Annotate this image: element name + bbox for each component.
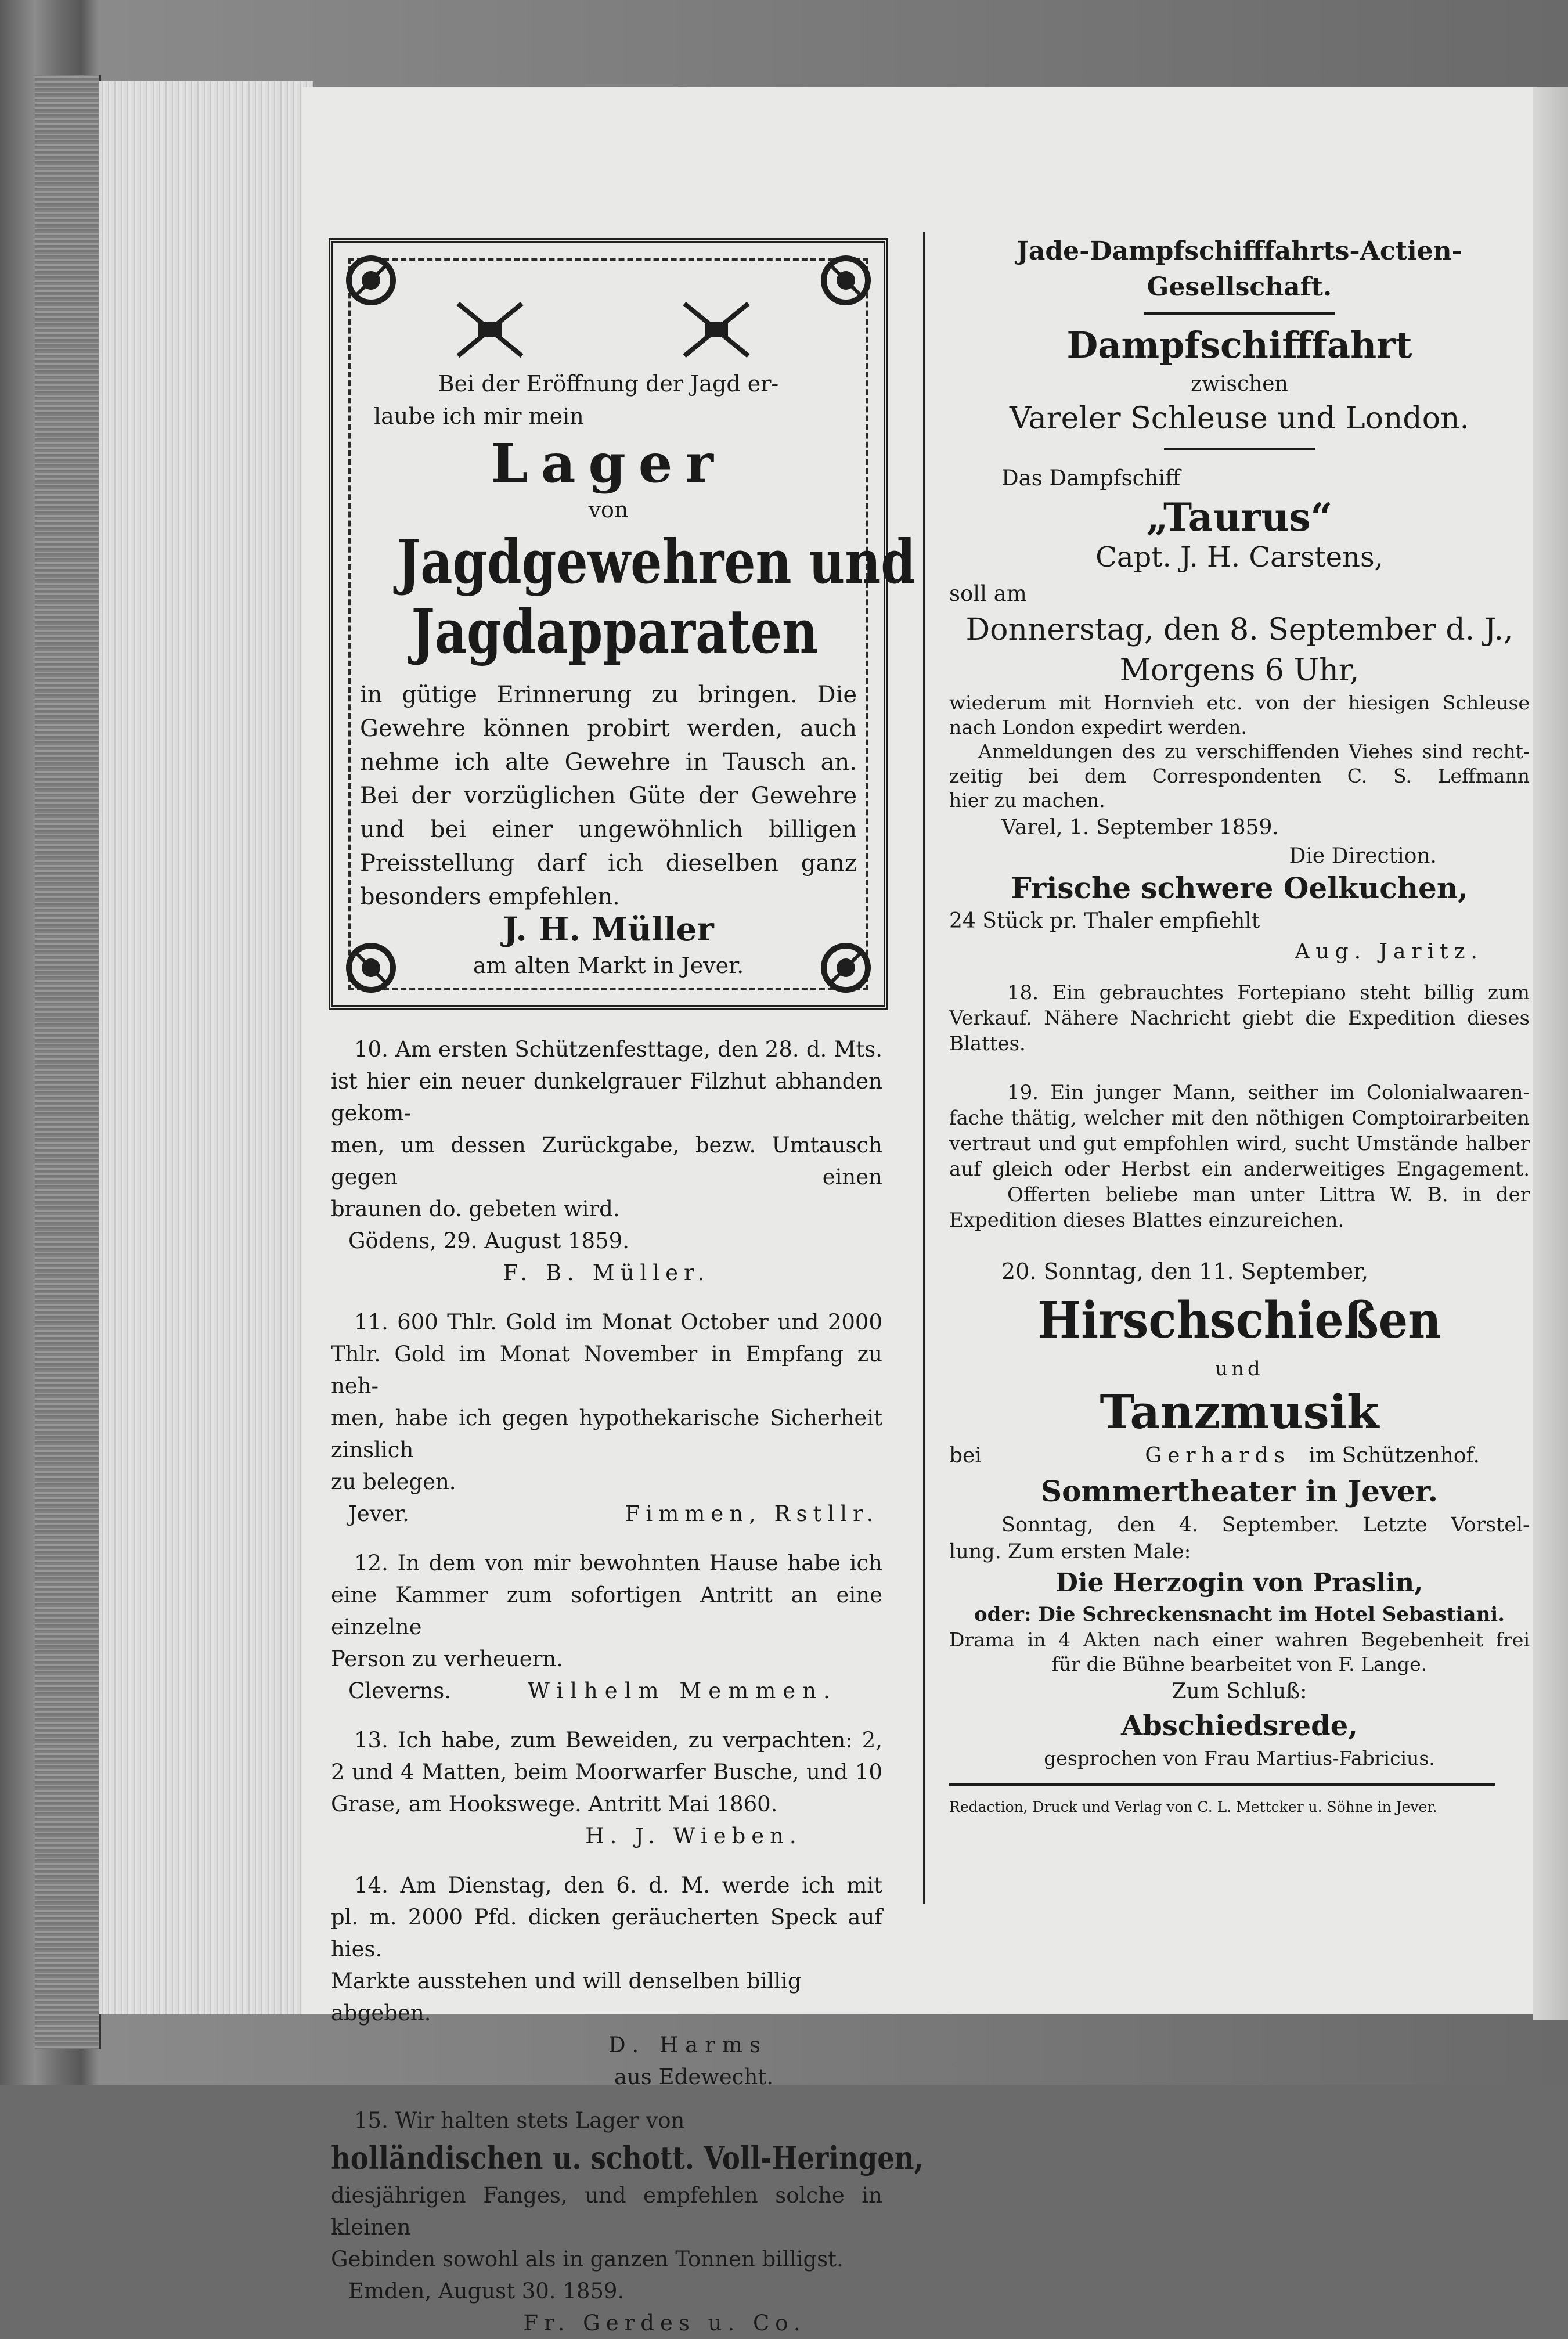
ad-merchant-address: am alten Markt in Jever. xyxy=(473,953,744,978)
ad-place: Gödens, 29. August 1859. xyxy=(348,1228,629,1253)
ad-line: wiederum mit Hornvieh etc. von der hiesigen Schleuse xyxy=(949,691,1530,714)
ad-headline: Hirschschießen xyxy=(1037,1291,1441,1350)
ad-line: Markte ausstehen und will denselben billig abgeben. xyxy=(331,1969,802,2026)
column-rule xyxy=(923,232,925,1904)
ornament-icon xyxy=(339,248,403,312)
ad-headline: Dampfschifffahrt xyxy=(1066,324,1412,366)
ad-intro xyxy=(368,367,849,433)
ad-headline: Sommertheater in Jever. xyxy=(1041,1474,1438,1508)
ad-line: auf gleich oder Herbst ein anderweitiges Engagement. xyxy=(949,1158,1530,1181)
ad-line: zu belegen. xyxy=(331,1469,456,1494)
crossed-rifles-icon xyxy=(679,298,754,362)
right-ads xyxy=(949,232,1530,1818)
ad-line: nach London expedirt werden. xyxy=(949,716,1247,738)
ad-frame xyxy=(329,238,915,1010)
ad-headline: Tanzmusik xyxy=(1100,1385,1379,1439)
ad-line: braunen do. gebeten wird. xyxy=(331,1196,620,1221)
ad-line: Offerten beliebe man unter Littra W. B. in der xyxy=(1007,1183,1530,1206)
company-name: Gesellschaft. xyxy=(1147,272,1332,302)
ad-line: Blattes. xyxy=(949,1032,1026,1055)
ad-line: Expedition dieses Blattes einzureichen. xyxy=(949,1209,1344,1232)
play-title: Die Herzogin von Praslin, xyxy=(1055,1568,1423,1598)
ad-intro-line: Bei der Eröffnung der Jagd er- xyxy=(438,371,779,397)
company-name: Jade-Dampfschifffahrts-Actien- xyxy=(1017,236,1462,266)
ad-line: eine Kammer zum sofortigen Antritt an eine einzelne xyxy=(331,1583,882,1639)
ad-line: lung. Zum ersten Male: xyxy=(949,1540,1191,1563)
ad-signature: Aug. Jaritz. xyxy=(1295,940,1483,964)
left-ads xyxy=(331,1033,924,2339)
ad-line: Zum Schluß: xyxy=(1172,1680,1307,1703)
ad-place-sign xyxy=(331,1675,882,1707)
ad-line: 20. Sonntag, den 11. September, xyxy=(1001,1259,1369,1284)
ad-signature: aus Edewecht. xyxy=(614,2064,773,2089)
ad-intro-line: laube ich mir mein xyxy=(374,403,584,429)
ad-line: 19. Ein junger Mann, seither im Colonialwaaren- xyxy=(1007,1081,1530,1104)
ad-signature: D. Harms xyxy=(608,2032,767,2057)
ad-line: Das Dampfschiff xyxy=(1001,466,1181,491)
ad-body-line: besonders empfehlen. xyxy=(360,884,620,910)
ad-body-line: Preisstellung darf ich dieselben ganz xyxy=(360,850,857,877)
ad-signature: Wilhelm Memmen. xyxy=(527,1678,837,1703)
ad-body-line: nehme ich alte Gewehre in Tausch an. xyxy=(360,749,857,776)
crossed-rifles-icon xyxy=(452,298,528,362)
ad-line: Gebinden sowohl als in ganzen Tonnen billigst. xyxy=(331,2247,844,2272)
ad-place: Varel, 1. September 1859. xyxy=(1001,816,1279,839)
footer-imprint: Redaction, Druck und Verlag von C. L. Mettcker u. Söhne in Jever. xyxy=(949,1799,1437,1815)
ad-line: für die Bühne bearbeitet von F. Lange. xyxy=(1051,1653,1428,1675)
ad-von: von xyxy=(588,497,629,522)
ad-line: bei xyxy=(949,1444,982,1468)
ad-venue xyxy=(949,1441,1530,1471)
ad-body-line: Gewehre können probirt werden, auch xyxy=(360,715,857,742)
ad-line: 13. Ich habe, zum Beweiden, zu verpachten: 2, xyxy=(354,1728,882,1753)
ad-line: Verkauf. Nähere Nachricht giebt die Expedition dieses xyxy=(949,1007,1530,1030)
ad-line: 2 und 4 Matten, beim Moorwarfer Busche, und 10 xyxy=(331,1760,882,1785)
ad-line: 15. Wir halten stets Lager von xyxy=(354,2108,685,2133)
ad-line: 14. Am Dienstag, den 6. d. M. werde ich mit xyxy=(354,1873,882,1898)
ad-line: gesprochen von Frau Martius-Fabricius. xyxy=(1044,1747,1435,1769)
ad-signature: Fimmen, Rstllr. xyxy=(625,1501,879,1526)
ad-line: 24 Stück pr. Thaler empfiehlt xyxy=(949,909,1260,933)
ad-headline: Jagdgewehren und xyxy=(396,526,915,597)
ad-line: soll am xyxy=(949,581,1027,606)
ad-line: Drama in 4 Akten nach einer wahren Begebenheit frei xyxy=(949,1628,1530,1651)
ad-place: Emden, August 30. 1859. xyxy=(348,2279,625,2304)
ad-lager: Lager xyxy=(491,432,726,495)
ad-headline: Abschiedsrede, xyxy=(1121,1710,1358,1742)
separator-rule xyxy=(949,1783,1495,1786)
ad-line: Grase, am Hookswege. Antritt Mai 1860. xyxy=(331,1792,778,1817)
ornament-icon xyxy=(814,248,878,312)
departure-date: Donnerstag, den 8. September d. J., xyxy=(965,612,1513,647)
book-cover-edge xyxy=(35,75,101,2049)
separator-rule xyxy=(1144,312,1335,315)
ad-line: im Schützenhof. xyxy=(1309,1444,1480,1468)
ad-place: Jever. xyxy=(348,1501,409,1526)
ad-route: Vareler Schleuse und London. xyxy=(1009,401,1470,436)
captain: Capt. J. H. Carstens, xyxy=(1095,541,1383,574)
ad-line: Sonntag, den 4. September. Letzte Vorstel- xyxy=(1001,1513,1530,1537)
ad-line: Person zu verheuern. xyxy=(331,1646,563,1671)
ad-headline: Frische schwere Oelkuchen, xyxy=(1011,871,1468,905)
ad-place-sign xyxy=(331,1498,882,1530)
page-stack xyxy=(99,81,313,2014)
ad-line: Anmeldungen des zu verschiffenden Viehes sind recht- xyxy=(978,740,1530,763)
ad-body-line: in gütige Erinnerung zu bringen. Die xyxy=(360,682,857,708)
ad-body-line: Bei der vorzüglichen Güte der Gewehre xyxy=(360,783,857,809)
departure-time: Morgens 6 Uhr, xyxy=(1119,653,1360,688)
ship-name: „Taurus“ xyxy=(1146,495,1333,540)
ad-line: hier zu machen. xyxy=(949,789,1105,812)
ad-line: men, habe ich gegen hypothekarische Sicherheit zinslich xyxy=(331,1405,882,1462)
play-subtitle: oder: Die Schreckensnacht im Hotel Sebastiani. xyxy=(974,1603,1505,1626)
ad-body xyxy=(360,678,857,914)
ad-line: und xyxy=(1215,1357,1264,1381)
ad-signature: H. J. Wieben. xyxy=(585,1823,802,1848)
ad-line: pl. m. 2000 Pfd. dicken geräucherten Speck auf hies. xyxy=(331,1905,882,1962)
ad-signature: Die Direction. xyxy=(1289,844,1437,868)
ad-signature: Fr. Gerdes u. Co. xyxy=(523,2311,806,2336)
venue-name: Gerhards xyxy=(1145,1444,1291,1468)
next-page-edge xyxy=(1533,87,1568,2020)
ad-line: men, um dessen Zurückgabe, bezw. Umtausch gegen einen xyxy=(331,1133,882,1190)
ad-line: 10. Am ersten Schützenfesttage, den 28. d. Mts. xyxy=(354,1037,882,1062)
ad-signature: F. B. Müller. xyxy=(503,1260,711,1285)
ad-place: Cleverns. xyxy=(348,1678,452,1703)
ad-line: zeitig bei dem Correspondenten C. S. Leffmann xyxy=(949,765,1530,787)
ad-line: Thlr. Gold im Monat November in Empfang zu neh- xyxy=(331,1342,882,1399)
ad-line: 12. In dem von mir bewohnten Hause habe ich xyxy=(354,1551,882,1576)
ad-line: 18. Ein gebrauchtes Fortepiano steht billig zum xyxy=(1007,981,1530,1004)
ad-line: vertraut und gut empfohlen wird, sucht Umstände halber xyxy=(949,1132,1530,1155)
ad-line: ist hier ein neuer dunkelgrauer Filzhut abhanden gekom- xyxy=(331,1069,882,1126)
ad-line: fache thätig, welcher mit den nöthigen Comptoirarbeiten xyxy=(949,1107,1530,1130)
ad-line: zwischen xyxy=(1191,372,1288,396)
ad-headline: holländischen u. schott. Voll-Heringen, xyxy=(331,2139,924,2176)
ad-body-line: und bei einer ungewöhnlich billigen xyxy=(360,816,857,843)
ad-line: diesjährigen Fanges, und empfehlen solche in kleinen xyxy=(331,2183,882,2240)
separator-rule xyxy=(1164,448,1315,450)
ad-headline: Jagdapparaten xyxy=(411,596,819,667)
ad-merchant-name: J. H. Müller xyxy=(503,910,714,949)
ad-line: 11. 600 Thlr. Gold im Monat October und 2000 xyxy=(354,1310,882,1335)
